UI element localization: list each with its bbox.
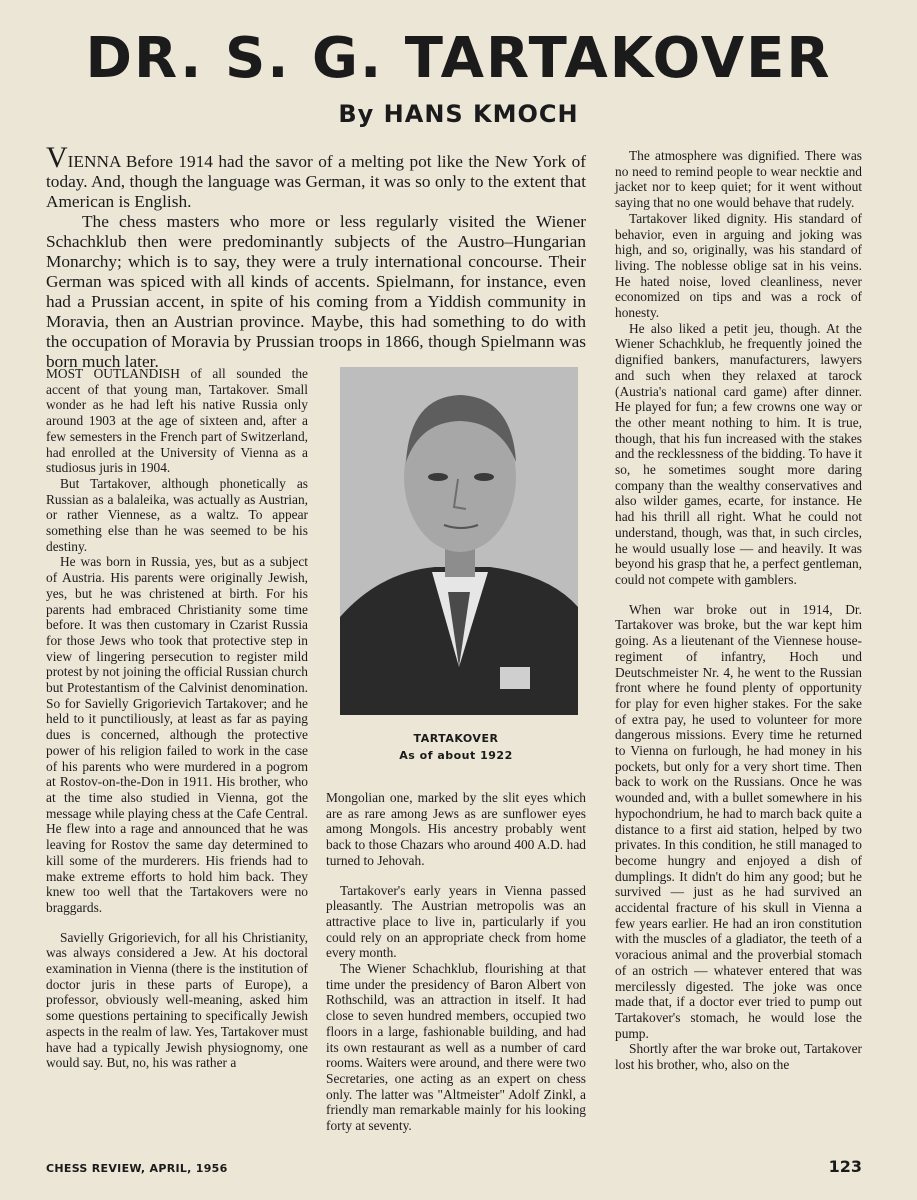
drop-cap: V <box>46 141 68 174</box>
middle-paragraph-1: Mongolian one, marked by the slit eyes which are as rare among Jews as are sunflower eyes among Mongols. His ancestry probably went back to those Chazars who around 400 A.D. had turned to Jehovah. <box>326 790 586 868</box>
left-column <box>46 366 308 1071</box>
right-paragraph-4: When war broke out in 1914, Dr. Tartakover was broke, but the war kept him going. As a lieutenant of the Viennese house-regiment of infantry, Hoch und Deutschmeister Nr. 4, he went to the Russian front where he found plenty of opportunity for play for even higher stakes. For the sake of extra pay, he used to volunteer for more dangerous missions. Every time he returned to Vienna on furlough, he had money in his pockets, but only for a very short time. Then back to work on the Russians. Once he was wounded and, with a bullet somewhere in his hypochondrium, he had to march back quite a distance to a first aid station, helped by two privates. In this condition, he still managed to become hungry and enjoyed a dish of dumplings. It didn't do him any good; but he survived — just as he had survived an accidental fracture of his skull in Vienna a few years earlier. He had an iron constitution with the muscles of a gladiator, the teeth of a voracious animal and the proverbial stomach of an ostrich — whatever entered that was mercilessly digested. The joke was once made that, if a doctor ever tried to pump out Tartakover's stomach, he would lose the pump. <box>615 601 862 1041</box>
portrait-illustration <box>340 367 578 715</box>
intro-text <box>46 141 586 372</box>
article-byline: By HANS KMOCH <box>338 100 579 128</box>
intro-paragraph-1-text: IENNA Before 1914 had the savor of a melting pot like the New York of today. And, though the language was German, it was so only to the extent that American is English. <box>46 152 586 211</box>
publication-footer: CHESS REVIEW, APRIL, 1956 <box>46 1162 228 1175</box>
left-paragraph-3: He was born in Russia, yes, but as a subject of Austria. His parents were originally Jewish, yes, but he was christened at birth. For his parents had embraced Christianity some time before. It was then customary in Czarist Russia for those Jews who took that protective step in view of lingering persecution to register mild protest by not joining the official Russian church but Protestantism of the Calvinist denomination. So for Savielly Grigorievich Tartakover; and he held to it punctiliously, at least as far as paying dues is concerned, although the protective power of his religion failed to work in the case of his parents who were murdered in a pogrom at Rostov-on-the-Don in 1911. His brother, who at the time also studied in Vienna, got the message while playing chess at the Cafe Central. He flew into a rage and announced that he was leaving for Rostov the same day determined to kill some of the murderers. His friends had to make extreme efforts to hold him back. They knew too well that the Tartakovers were no braggards. <box>46 554 308 915</box>
right-paragraph-3: He also liked a petit jeu, though. At the Wiener Schachklub, he frequently joined the dignified bankers, manufacturers, lawyers and such when they relaxed at tarock (Austria's national card game) after dinner. He played for fun; a few crowns one way or the other meant nothing to him. It is true, though, that his fun increased with the stakes and the recklessness of the bidding. To have it so, he sometimes sought more daring company than the wealthy conservatives and also wilder games, ecarte, for instance. He had his thrill all right. What he could not understand, though, was that, in such circles, he would usually lose — and heavily. It was beyond his grasp that he, a perfect gentleman, could not compete with gamblers. <box>615 320 862 587</box>
right-paragraph-5: Shortly after the war broke out, Tartakover lost his brother, who, also on the <box>615 1041 862 1073</box>
caption-name: TARTAKOVER <box>413 732 499 745</box>
middle-paragraph-3: The Wiener Schachklub, flourishing at that time under the presidency of Baron Albert von Rothschild, was an attraction in itself. It had close to seven hundred members, occupied two floors in a large, fashionable building, and had its own restaurant as well as a number of card rooms. Waiters were around, and there were two Secretaries, one acting as an expert on chess only. The latter was "Altmeister" Adolf Zinkl, a friendly man remarkable mainly for his looking forty at seventy. <box>326 961 586 1134</box>
caption-date: As of about 1922 <box>399 749 513 762</box>
right-paragraph-2: Tartakover liked dignity. His standard of behavior, even in arguing and joking was high, and so, originally, was his standard of living. The noblesse oblige sat in his veins. He hated noise, loved cleanliness, never economized on tips and was a rock of honesty. <box>615 210 862 321</box>
intro-paragraph-1 <box>46 141 586 212</box>
left-paragraph-2: But Tartakover, although phonetically as Russian as a balaleika, was actually as Austrian, or rather Viennese, as a waltz. To appear something else than he was seemed to be his destiny. <box>46 475 308 554</box>
right-column <box>615 148 862 1073</box>
left-paragraph-1: MOST OUTLANDISH of all sounded the accent of that young man, Tartakover. Small wonder as he had left his native Russia only around 1903 at the age of sixteen and, after a few semesters in the French part of Switzerland, had enrolled at the University of Vienna as a studiosus juris in 1904. <box>46 366 308 476</box>
right-paragraph-1: The atmosphere was dignified. There was no need to remind people to wear necktie and jacket nor to keep quiet; for it went without saying that no one would behave that rudely. <box>615 148 862 211</box>
left-paragraph-4: Savielly Grigorievich, for all his Christianity, was always considered a Jew. At his doctoral examination in Vienna (there is the institution of doctor juris in these parts of Europe), a professor, obviously well-meaning, asked him some questions pertaining to specifically Jewish aspects in the realm of law. Yes, Tartakover must have had a typically Jewish physiognomy, one would say. But, no, his was rather a <box>46 929 308 1071</box>
middle-column <box>326 790 586 1134</box>
photo-caption <box>326 730 586 764</box>
portrait-photo <box>340 367 578 715</box>
article-title: DR. S. G. TARTAKOVER <box>85 26 832 91</box>
page-number: 123 <box>828 1157 862 1176</box>
intro-paragraph-2: The chess masters who more or less regularly visited the Wiener Schachklub then were predominantly subjects of the Austro–Hungarian Monarchy; which is to say, they were a truly international concourse. Their German was spiced with all kinds of accents. Spielmann, for instance, even had a Prussian accent, in spite of his coming from a Yiddish community in Moravia, then an Austrian province. Maybe, this had something to do with the occupation of Moravia by Prussian troops in 1866, though Spielmann was born much later. <box>46 212 586 371</box>
middle-paragraph-2: Tartakover's early years in Vienna passed pleasantly. The Austrian metropolis was an attractive place to live in, particularly if you could rely on an appropriate check from home every month. <box>326 882 586 961</box>
